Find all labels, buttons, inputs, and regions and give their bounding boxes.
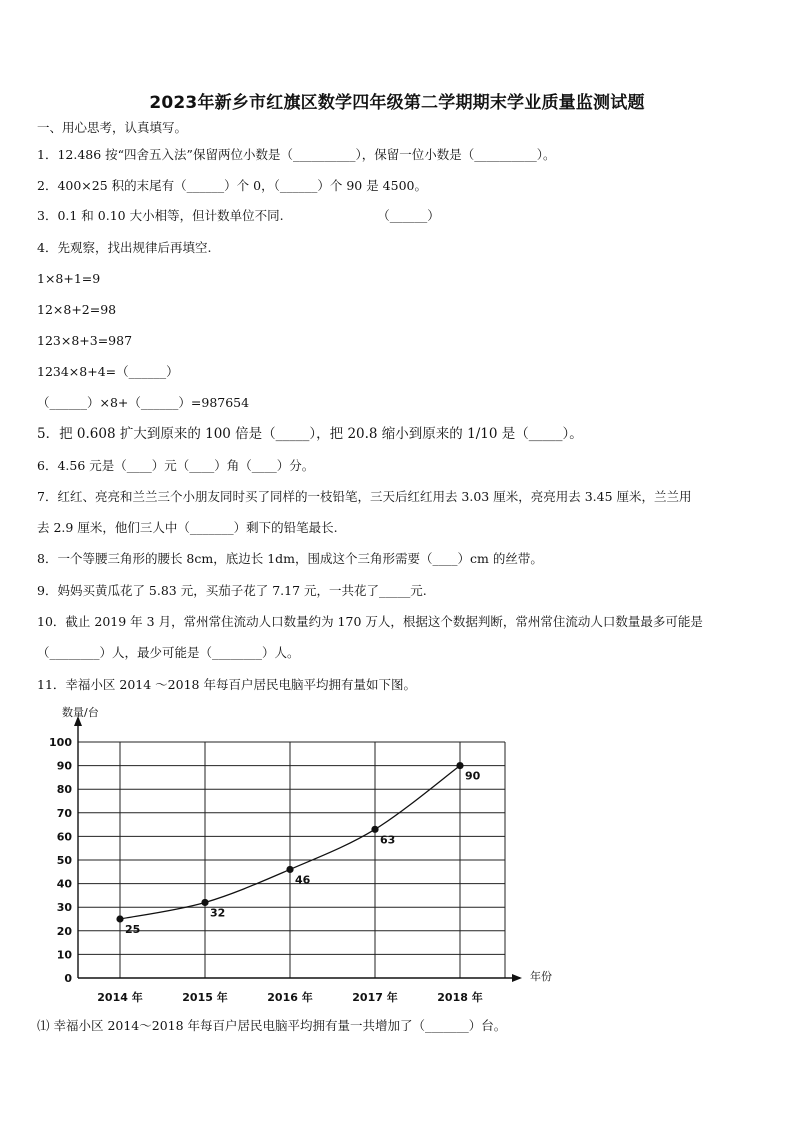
x-axis-arrow [512, 974, 522, 982]
y-tick-label: 80 [56, 783, 72, 797]
line-chart [40, 700, 560, 1010]
question-4-line-5: （______）×8+（______）=987654 [37, 395, 250, 410]
question-4-line-2: 12×8+2=98 [37, 302, 117, 317]
data-label: 90 [465, 769, 481, 783]
data-point [456, 762, 463, 769]
x-tick-label: 2018 年 [437, 991, 483, 1004]
data-label: 63 [380, 833, 396, 847]
data-point [116, 915, 123, 922]
y-tick-label: 10 [56, 948, 72, 962]
y-tick-label: 20 [56, 924, 72, 938]
question-1: 1．12.486 按“四舍五入法”保留两位小数是（__________），保留一位小数是（__________）。 [37, 147, 556, 162]
question-7-line-1: 7．红红、亮亮和兰兰三个小朋友同时买了同样的一枝铅笔，三天后红红用去 3.03 厘米，亮亮用去 3.45 厘米，兰兰用 [37, 489, 692, 504]
question-4: 4．先观察，找出规律后再填空. [37, 240, 212, 255]
question-3: 3．0.1 和 0.10 大小相等，但计数单位不同. （______） [37, 208, 440, 223]
y-tick-label: 60 [56, 830, 72, 844]
y-axis-label: 数量/台 [62, 706, 99, 719]
data-point [201, 899, 208, 906]
question-11-sub-1: ⑴ 幸福小区 2014～2018 年每百户居民电脑平均拥有量一共增加了（_______）台。 [37, 1018, 507, 1033]
section-heading: 一、用心思考，认真填写。 [37, 120, 188, 135]
y-tick-label: 30 [56, 901, 72, 915]
question-7-line-2: 去 2.9 厘米，他们三人中（_______）剩下的铅笔最长. [37, 520, 338, 535]
x-tick-label: 2014 年 [97, 991, 143, 1004]
x-tick-label: 2017 年 [352, 991, 398, 1004]
question-8: 8．一个等腰三角形的腰长 8cm，底边长 1dm，围成这个三角形需要（____）cm 的丝带。 [37, 551, 543, 566]
question-10-line-2: （________）人，最少可能是（________）人。 [37, 645, 300, 660]
page-title: 2023年新乡市红旗区数学四年级第二学期期末学业质量监测试题 [149, 93, 645, 113]
y-tick-label: 40 [56, 877, 72, 891]
question-4-line-4: 1234×8+4=（______） [37, 364, 179, 379]
data-point [286, 866, 293, 873]
question-6: 6．4.56 元是（____）元（____）角（____）分。 [37, 458, 315, 473]
question-9: 9．妈妈买黄瓜花了 5.83 元，买茄子花了 7.17 元，一共花了_____元. [37, 583, 427, 598]
y-tick-label: 70 [56, 806, 72, 820]
data-point [371, 826, 378, 833]
y-tick-label: 90 [56, 759, 72, 773]
question-4-line-1: 1×8+1=9 [37, 271, 101, 286]
y-tick-label: 100 [49, 736, 72, 749]
data-label: 25 [125, 923, 141, 936]
y-tick-label: 50 [56, 854, 72, 867]
data-label: 46 [295, 873, 311, 887]
question-4-line-3: 123×8+3=987 [37, 333, 133, 348]
x-tick-label: 2015 年 [182, 991, 228, 1004]
question-5: 5．把 0.608 扩大到原来的 100 倍是（_____），把 20.8 缩小到原来的 1/10 是（_____）。 [37, 426, 583, 442]
question-10-line-1: 10．截止 2019 年 3 月，常州常住流动人口数量约为 170 万人，根据这个数据判断，常州常住流动人口数量最多可能是 [37, 614, 703, 629]
question-2: 2．400×25 积的末尾有（______）个 0，（______）个 90 是 4500。 [37, 178, 427, 193]
y-tick-label: 0 [64, 972, 72, 985]
x-axis-label: 年份 [530, 970, 552, 983]
x-tick-label: 2016 年 [267, 991, 313, 1004]
question-11: 11．幸福小区 2014 ～2018 年每百户居民电脑平均拥有量如下图。 [37, 677, 416, 692]
data-label: 32 [210, 906, 226, 920]
